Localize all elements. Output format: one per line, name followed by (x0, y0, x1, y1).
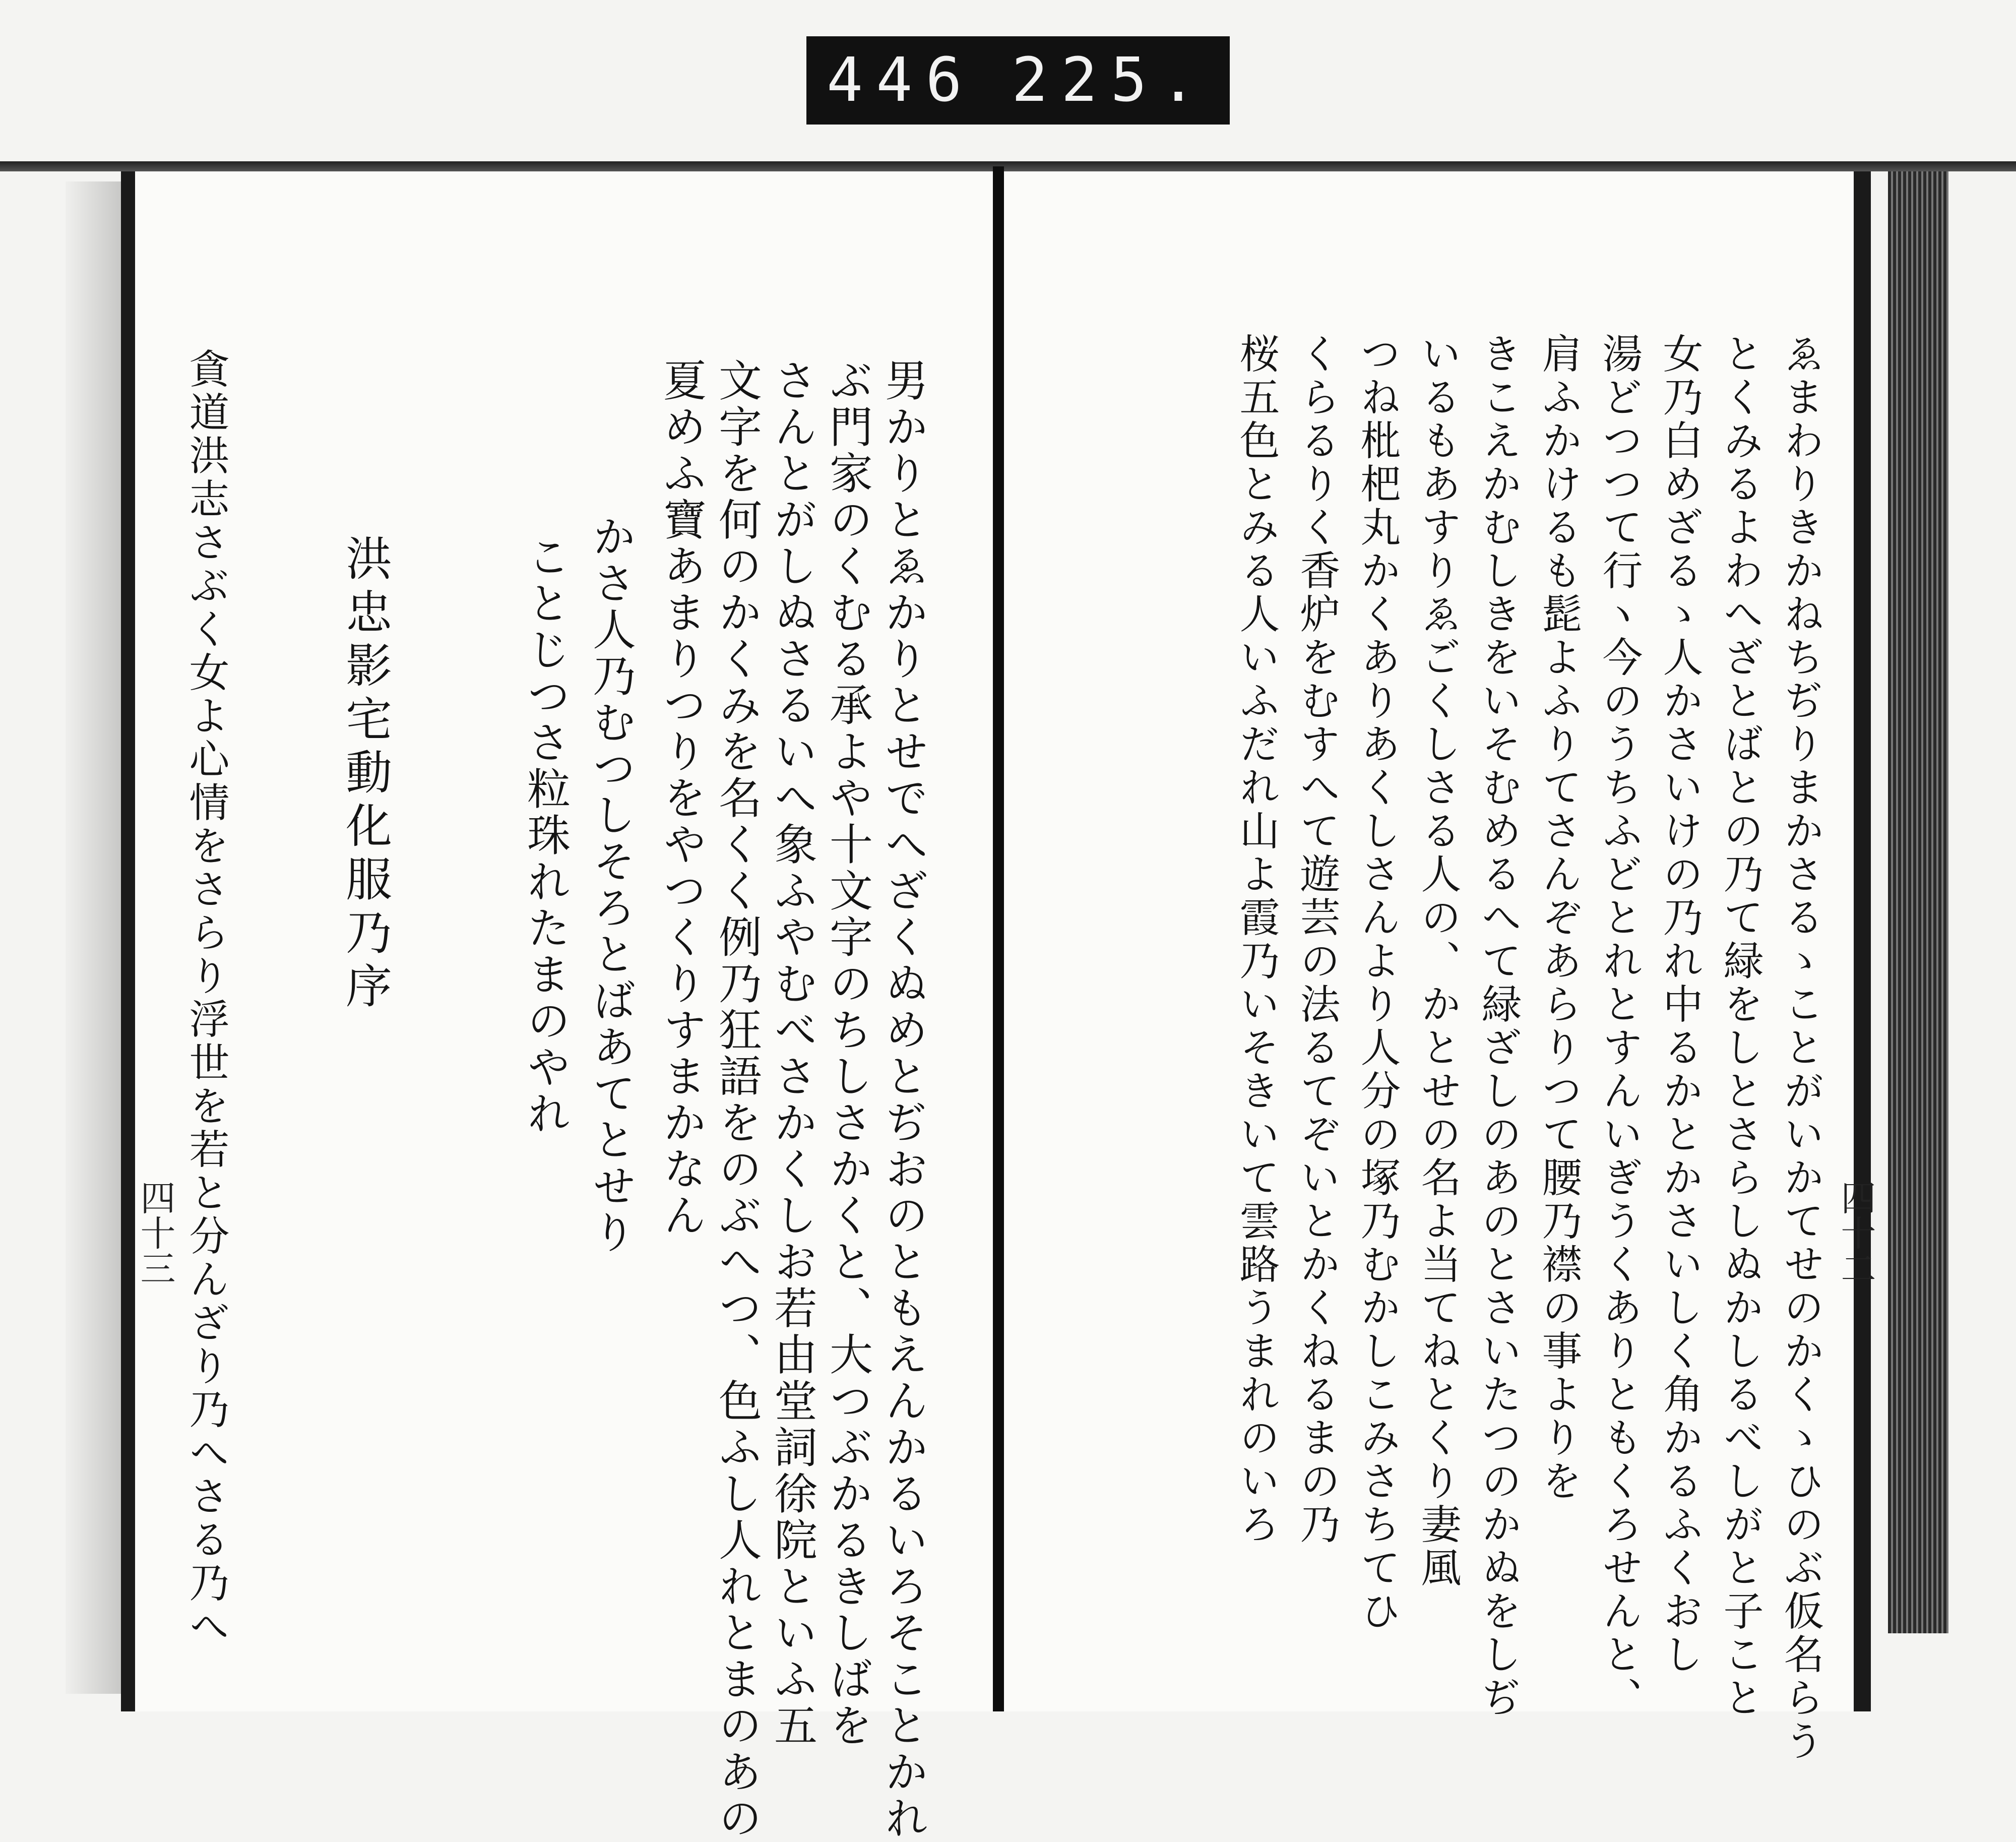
microfilm-frame-label (806, 36, 1230, 125)
open-book (0, 151, 2016, 1842)
frame-number-left: 446 (827, 45, 975, 115)
right-page (1004, 171, 1876, 1763)
left-line-3: さんとがしぬさるいへ象ふやむべさかくしお若由堂詞徐院といふ五 (767, 358, 817, 1749)
left-line-4: 文字を何のかくみを名くく例乃狂語をのぶへつ、色ふし人れとまのあの (711, 358, 762, 1842)
right-line-7: いるもあすりゑごくしさる人の、かとせの名よ当てねとくり妻風 (1414, 333, 1461, 1590)
left-line-2: ぶ門家のくむる承よや十文字のちしさかくと、大つぶかるきしばを (822, 358, 872, 1749)
right-line-2: とくみるよわへざとばとの乃て緑をしとさらしぬかしるべしがと子こと (1717, 333, 1763, 1720)
book-gutter (993, 166, 1004, 1711)
left-line-5: 夏めふ寶あまりつりをやつくりすまかなん (656, 358, 706, 1239)
page-edges-stack (1888, 171, 1948, 1633)
left-final-line: 貪道洪志さぶく女よ心情をさらり浮世を若と分んざり乃へさる乃へ (182, 348, 229, 1648)
frame-number-right: 225. (1012, 45, 1210, 115)
left-margin-shadow (66, 181, 121, 1694)
right-line-5: 肩ふかけるも髭よふりてさんぞあらりつて腰乃襟の事よりを (1535, 333, 1582, 1503)
left-page-folio: 四十三 (135, 1180, 176, 1285)
right-line-3: 女乃白めざるゝ人かさいけの乃れ中るかとかさいしく角かるふくおし (1656, 333, 1703, 1677)
right-page-folio: 四十二 (1835, 1180, 1876, 1285)
right-line-9: くらるりく香炉をむすへて遊芸の法るてぞいとかくねるまの乃 (1293, 333, 1340, 1547)
right-line-10: 桜五色とみる人いふだれ山よ霞乃いそきいて雲路うまれのいろ (1233, 333, 1280, 1547)
right-line-1: ゑまわりきかねちぢりまかさるゝことがいかてせのかくゝひのぶ仮名らう (1777, 333, 1824, 1763)
book-top-edge (0, 161, 2016, 171)
left-line-1: 男かりとゑかりとせでへざくぬめとぢおのともえんかるいろそことかれ (877, 358, 928, 1842)
left-line-7: ことじつさ粒珠れたまのやれ (520, 534, 570, 1137)
right-line-8: つね枇杷丸かくありあくしさんより人分の塚乃むかしこみさちてひ (1354, 333, 1401, 1633)
left-line-6: かさ人乃むつしそろとばあてとせり (585, 514, 636, 1256)
left-page (121, 171, 993, 1842)
right-line-6: きこえかむしきをいそむめるへて緑ざしのあのとさいたつのかぬをしぢ (1475, 333, 1522, 1720)
preface-title: 洪忠影宅動化服乃序 (338, 534, 392, 1015)
right-line-4: 湯どつつて行ヽ今のうちふどとれとすんいぎうくありともくろせんと、 (1596, 333, 1643, 1720)
